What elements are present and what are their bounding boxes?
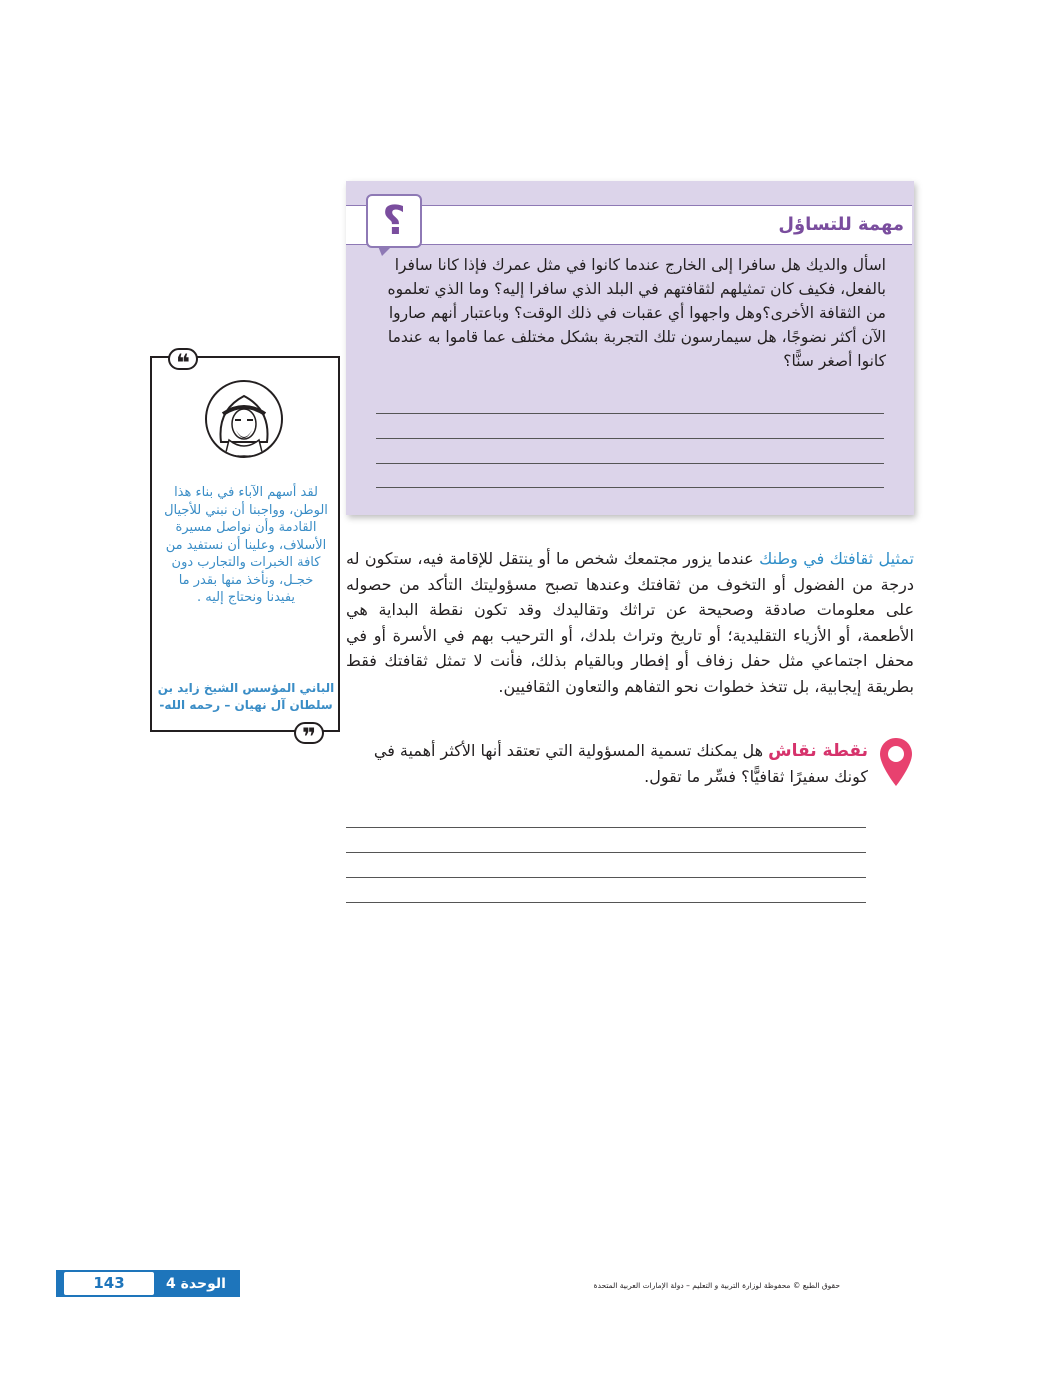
task-header: [346, 205, 912, 245]
question-mark-icon: ؟: [366, 194, 422, 248]
task-title: مهمة للتساؤل: [778, 214, 904, 235]
task-body: اسأل والديك هل سافرا إلى الخارج عندما كانوا في مثل عمرك فإذا كانا سافرا بالفعل، فكيف كان تمثيلهم لثقافتهم في البلد الذي سافرا إليه؟ وما الذي تعلموه من الثقافة الأخرى؟وهل واجهوا أي عقبات في ذلك الوقت؟ وباعتبار أنهم صاروا الآن أكثر نضوجًا، هل سيمارسون تلك التجربة بشكل مختلف عما قاموا به عندما كانوا أصغر سنًّا؟: [387, 256, 886, 370]
portrait-icon: [205, 380, 283, 458]
location-pin-icon: [878, 736, 914, 788]
main-text: عندما يزور مجتمعك شخص ما أو ينتقل للإقامة فيه، ستكون له درجة من الفضول أو التخوف من ثقافتك وعندها تصبح مسؤوليتك التأكد من حصوله على معلومات صادقة وصحيحة عن تراثك وتقاليدك وقد تكون نقطة البداية هي الأطعمة، أو الأزياء التقليدية؛ أو تاريخ وتراث بلدك، أو الترحيب بهم في الأسرة أو في محفل اجتماعي مثل حفل زفاف أو إفطار وبالقيام بذلك، فأنت لا تمثل ثقافتك فقط بطريقة إيجابية، بل تتخذ خطوات نحو التفاهم والتعاون الثقافيين.: [346, 549, 914, 696]
unit-label: الوحدة 4: [166, 1276, 226, 1292]
main-highlight: تمثيل ثقافتك في وطنك: [759, 549, 915, 568]
close-quote-icon: ❞: [294, 722, 324, 744]
answer-line[interactable]: [346, 902, 866, 903]
answer-line[interactable]: [376, 438, 884, 439]
answer-line[interactable]: [376, 413, 884, 414]
discussion-text: هل يمكنك تسمية المسؤولية التي تعتقد أنها الأكثر أهمية في كونك سفيرًا ثقافيًّا؟ فسِّر ما تقول.: [373, 741, 868, 786]
open-quote-icon: ❝: [168, 348, 198, 370]
quote-text: لقد أسهم الآباء في بناء هذا الوطن، وواجبنا أن نبني للأجيال القادمة وأن نواصل مسيرة الأسلاف، وعلينا أن نستفيد من كافة الخبرات والتجارب دون خجـل، ونأخذ منها بقدر ما يفيدنا ونحتاج إليه .: [164, 485, 328, 605]
task-box: [346, 181, 914, 515]
answer-line[interactable]: [346, 877, 866, 878]
answer-line[interactable]: [376, 463, 884, 464]
quote-box: [150, 349, 340, 751]
main-paragraph: [346, 546, 914, 699]
answer-line[interactable]: [376, 487, 884, 488]
discussion-title: نقطة نقاش: [768, 741, 868, 761]
page-number: 143: [64, 1272, 154, 1295]
quote-author: الباني المؤسس الشيخ زايد بن سلطان آل نهيان – رحمه الله-: [157, 681, 335, 712]
discussion-point: [346, 738, 868, 790]
copyright: حقوق الطبع © محفوظة لوزارة التربية و التعليم – دولة الإمارات العربية المتحدة: [593, 1281, 840, 1290]
answer-line[interactable]: [346, 852, 866, 853]
answer-line[interactable]: [346, 827, 866, 828]
